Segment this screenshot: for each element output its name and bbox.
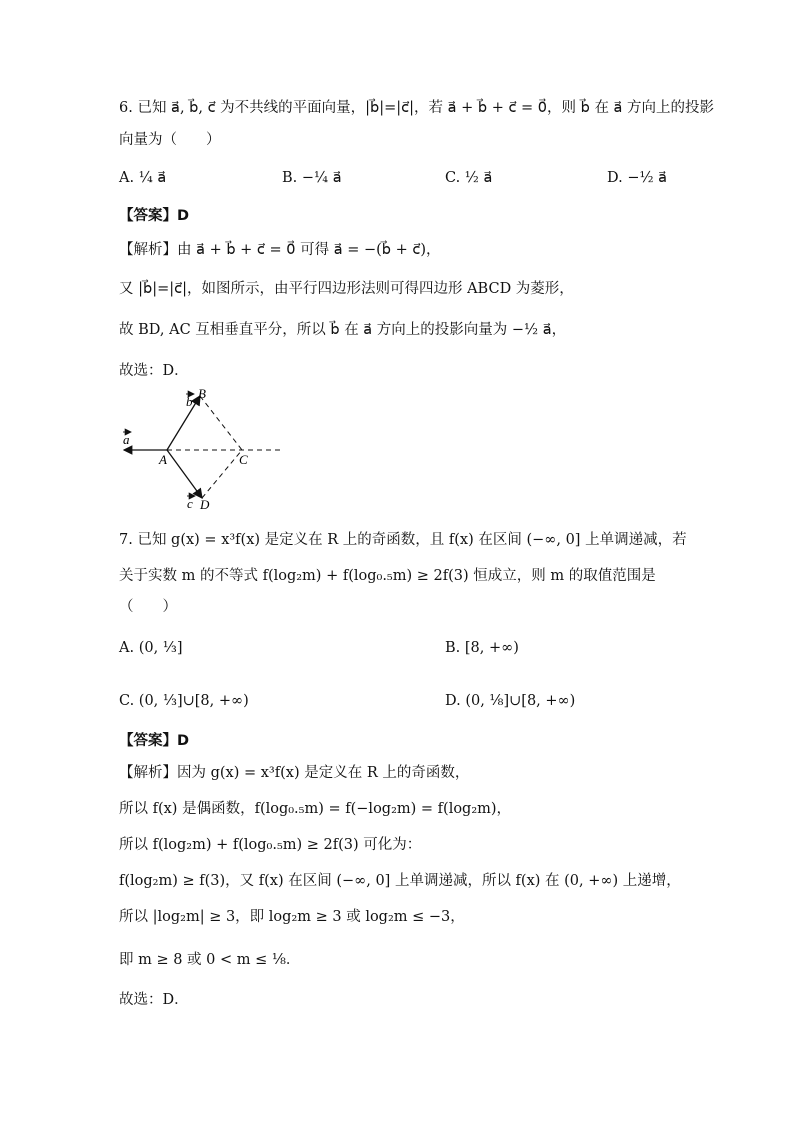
q7-analysis-7: 故选：D． <box>119 992 189 1008</box>
q6-answer: 【答案】D <box>119 208 190 224</box>
q7-analysis-6: 即 m ≥ 8 或 0 < m ≤ ⅛． <box>119 952 301 968</box>
q6-option-d <box>607 168 667 188</box>
q6-option-c <box>445 168 492 188</box>
q7-analysis-5: 所以 |log₂m| ≥ 3，即 log₂m ≥ 3 或 log₂m ≤ −3， <box>119 909 465 925</box>
q6-option-b-text: −¼ a⃗ <box>301 170 342 186</box>
q7-option-d-letter: D. <box>445 693 461 709</box>
q7-option-b <box>445 638 519 658</box>
label-A: A <box>159 452 167 467</box>
label-B: B <box>198 386 206 401</box>
label-D: D <box>200 497 210 512</box>
q7-analysis-3: 所以 f(log₂m) + f(log₀.₅m) ≥ 2f(3) 可化为： <box>119 837 422 853</box>
q6-analysis-2: 又 |b⃗|=|c⃗|，如图所示，由平行四边形法则可得四边形 ABCD 为菱形， <box>119 281 574 297</box>
q6-option-c-letter: C. <box>445 170 461 186</box>
q7-option-c-text: (0, ⅓]∪[8, +∞) <box>138 693 249 709</box>
q7-stem-line1: 7. 已知 g(x) = x³f(x) 是定义在 R 上的奇函数，且 f(x) 在区间 (−∞, 0] 上单调递减，若 <box>119 532 687 548</box>
side-bc-dashed <box>200 396 242 450</box>
label-a: a <box>123 432 130 447</box>
vector-b-arrow <box>167 396 200 450</box>
q6-option-a-text: ¼ a⃗ <box>138 170 167 186</box>
q7-analysis-2: 所以 f(x) 是偶函数，f(log₀.₅m) = f(−log₂m) = f(log₂m)， <box>119 801 512 817</box>
q7-option-a <box>119 638 183 658</box>
rhombus-vector-diagram <box>112 382 292 512</box>
q6-option-b <box>282 168 342 188</box>
q6-analysis-4: 故选：D． <box>119 363 189 379</box>
q6-option-d-text: −½ a⃗ <box>627 170 668 186</box>
q6-option-a-letter: A. <box>119 170 135 186</box>
q7-option-d-text: (0, ⅛]∪[8, +∞) <box>465 693 576 709</box>
q7-option-d <box>445 691 575 711</box>
label-c: c <box>187 496 193 511</box>
q7-answer: 【答案】D <box>119 733 190 749</box>
q6-option-b-letter: B. <box>282 170 298 186</box>
q7-option-c-letter: C. <box>119 693 135 709</box>
side-dc-dashed <box>202 450 242 498</box>
vector-c-arrow <box>167 450 202 498</box>
q7-analysis-1: 【解析】因为 g(x) = x³f(x) 是定义在 R 上的奇函数， <box>119 765 470 781</box>
label-b: b <box>186 394 193 409</box>
q7-option-b-letter: B. <box>445 640 461 656</box>
q6-option-a <box>119 168 166 188</box>
q6-analysis-3: 故 BD, AC 互相垂直平分，所以 b⃗ 在 a⃗ 方向上的投影向量为 −½ a⃗， <box>119 322 567 338</box>
q6-option-c-text: ½ a⃗ <box>464 170 493 186</box>
q6-stem-line1: 6. 已知 a⃗, b⃗, c⃗ 为不共线的平面向量，|b⃗|=|c⃗|，若 a⃗ + b⃗ + c⃗ = 0⃗，则 b⃗ 在 a⃗ 方向上的投影 <box>119 100 715 116</box>
q7-option-c <box>119 691 249 711</box>
label-C: C <box>239 452 248 467</box>
q7-stem-line3: （ ） <box>119 599 177 615</box>
q6-option-d-letter: D. <box>607 170 623 186</box>
q6-analysis-1: 【解析】由 a⃗ + b⃗ + c⃗ = 0⃗ 可得 a⃗ = −(b⃗ + c⃗)， <box>119 242 441 258</box>
q7-stem-line2: 关于实数 m 的不等式 f(log₂m) + f(log₀.₅m) ≥ 2f(3) 恒成立，则 m 的取值范围是 <box>119 568 656 584</box>
q7-option-a-letter: A. <box>119 640 135 656</box>
q7-analysis-4: f(log₂m) ≥ f(3)，又 f(x) 在区间 (−∞, 0] 上单调递减，所以 f(x) 在 (0, +∞) 上递增， <box>119 873 681 889</box>
q7-option-a-text: (0, ⅓] <box>138 640 183 656</box>
q7-option-b-text: [8, +∞) <box>464 640 519 656</box>
q6-stem-line2: 向量为（ ） <box>119 132 221 148</box>
